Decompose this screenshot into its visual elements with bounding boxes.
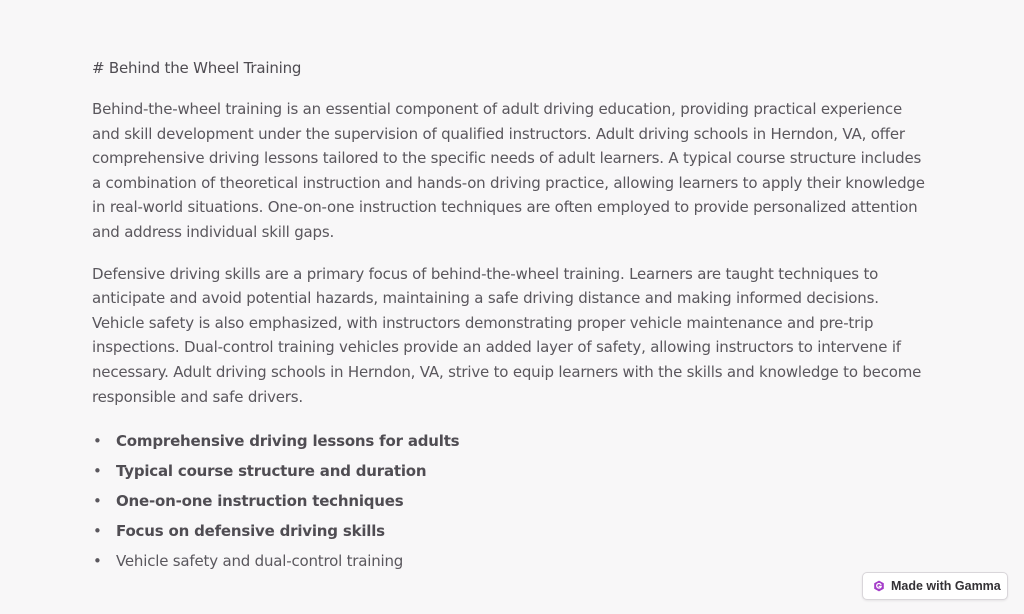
list-item: [92, 426, 934, 456]
list-item: [92, 486, 934, 516]
gamma-logo-svg: [873, 580, 885, 592]
list-item-text: Focus on defensive driving skills: [116, 522, 385, 541]
bullet-dot: •: [93, 432, 102, 451]
section-heading: # Behind the Wheel Training: [92, 59, 302, 77]
list-item: [92, 516, 934, 546]
gamma-logo-icon: [873, 580, 885, 592]
list-item-text: One-on-one instruction techniques: [116, 492, 404, 511]
list-item-text: Vehicle safety and dual-control training: [116, 552, 404, 571]
list-item: [92, 456, 934, 486]
paragraph-intro: Behind-the-wheel training is an essential component of adult driving education, providing practical experience and skill development under the supervision of qualified instructors. Adult driving schools in Herndon, VA, offer comprehensive driving lessons tailored to the specific needs of adult learners. A typical course structure includes a combination of theoretical instruction and hands-on driving practice, allowing learners to apply their knowledge in real-world situations. One-on-one instruction techniques are often employed to provide personalized attention and address individual skill gaps.: [92, 100, 925, 241]
badge-label: Made with Gamma: [891, 579, 1001, 593]
paragraph-defensive-driving: Defensive driving skills are a primary focus of behind-the-wheel training. Learners are taught techniques to anticipate and avoid potential hazards, maintaining a safe driving distance and making informed decisions. Vehicle safety is also emphasized, with instructors demonstrating proper vehicle maintenance and pre-trip inspections. Dual-control training vehicles provide an added layer of safety, allowing instructors to intervene if necessary. Adult driving schools in Herndon, VA, strive to equip learners with the skills and knowledge to become responsible and safe drivers.: [92, 264, 922, 406]
made-with-gamma-button[interactable]: [862, 572, 1008, 600]
list-item-text: Typical course structure and duration: [116, 462, 427, 481]
bullet-dot: •: [93, 462, 102, 481]
bullet-dot: •: [93, 522, 102, 541]
list-item-text: Comprehensive driving lessons for adults: [116, 432, 460, 451]
bullet-dot: •: [93, 492, 102, 511]
list-item: [92, 546, 934, 576]
document-body: [92, 56, 934, 576]
bullet-dot: •: [93, 552, 102, 571]
bullet-list: [92, 426, 934, 576]
